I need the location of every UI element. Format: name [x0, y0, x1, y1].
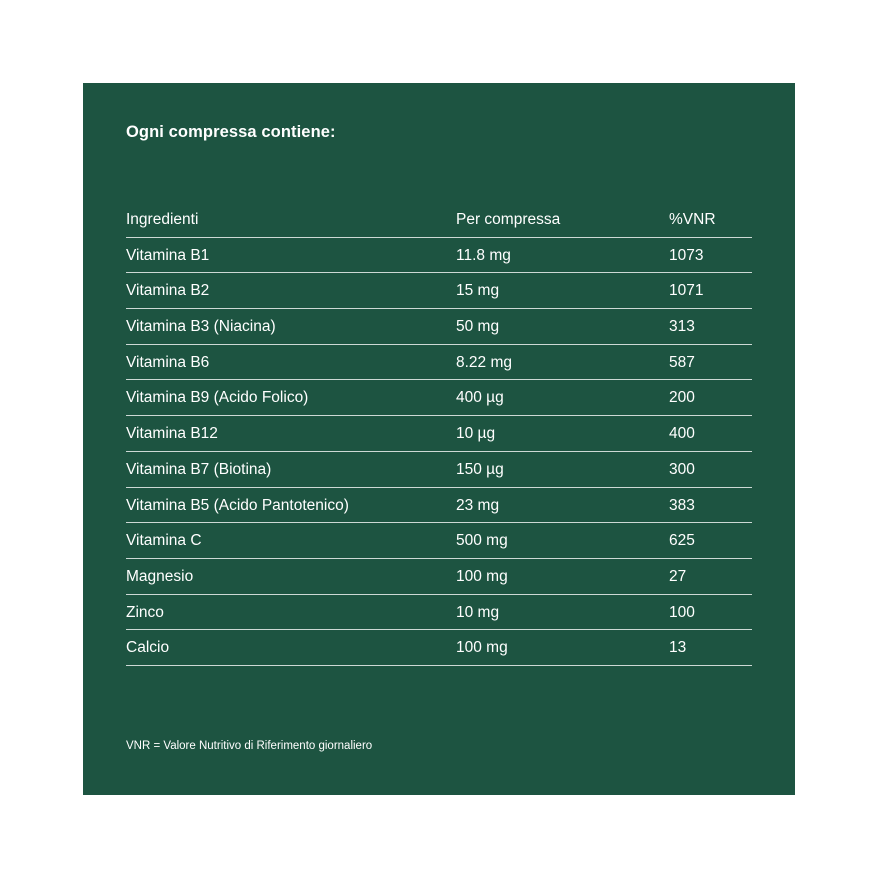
ingredient-name: Vitamina B2	[126, 282, 210, 300]
nutrition-panel	[83, 83, 795, 795]
header-per-compressa: Per compressa	[456, 211, 561, 228]
ingredient-name: Vitamina B7 (Biotina)	[126, 460, 272, 478]
ingredient-name: Vitamina B6	[126, 353, 210, 371]
vnr-percent: 587	[669, 353, 695, 371]
amount-per-tablet: 8.22 mg	[456, 353, 513, 371]
table-row	[126, 416, 752, 452]
amount-per-tablet: 100 mg	[456, 639, 508, 657]
table-row	[126, 523, 752, 559]
ingredient-name: Vitamina B1	[126, 246, 210, 264]
header-ingredienti: Ingredienti	[126, 211, 199, 228]
table-row	[126, 273, 752, 309]
ingredient-name: Vitamina B5 (Acido Pantotenico)	[126, 496, 349, 514]
vnr-footnote: VNR = Valore Nutritivo di Riferimento giornaliero	[126, 740, 373, 752]
amount-per-tablet: 100 mg	[456, 567, 508, 585]
ingredient-name: Vitamina B12	[126, 425, 218, 443]
vnr-percent: 27	[669, 567, 687, 585]
ingredient-name: Zinco	[126, 603, 164, 621]
table-row	[126, 595, 752, 631]
vnr-percent: 300	[669, 460, 695, 478]
table-row	[126, 238, 752, 274]
table-row	[126, 452, 752, 488]
amount-per-tablet: 10 µg	[456, 425, 496, 443]
amount-per-tablet: 50 mg	[456, 318, 500, 336]
vnr-percent: 625	[669, 532, 695, 550]
table-row	[126, 380, 752, 416]
ingredient-name: Vitamina B9 (Acido Folico)	[126, 389, 309, 407]
vnr-percent: 383	[669, 496, 695, 514]
vnr-percent: 1073	[669, 246, 704, 264]
panel-title: Ogni compressa contiene:	[126, 123, 336, 141]
table-row	[126, 345, 752, 381]
ingredient-name: Vitamina C	[126, 532, 202, 550]
amount-per-tablet: 400 µg	[456, 389, 504, 407]
amount-per-tablet: 11.8 mg	[456, 246, 511, 264]
table-header-row	[126, 202, 752, 238]
amount-per-tablet: 15 mg	[456, 282, 500, 300]
amount-per-tablet: 10 mg	[456, 603, 500, 621]
vnr-percent: 100	[669, 603, 695, 621]
vnr-percent: 13	[669, 639, 687, 657]
vnr-percent: 400	[669, 425, 695, 443]
vnr-percent: 313	[669, 318, 695, 336]
amount-per-tablet: 150 µg	[456, 460, 504, 478]
amount-per-tablet: 23 mg	[456, 496, 500, 514]
table-row	[126, 488, 752, 524]
vnr-percent: 200	[669, 389, 695, 407]
table-row	[126, 559, 752, 595]
header-vnr: %VNR	[669, 211, 716, 228]
vnr-percent: 1071	[669, 282, 704, 300]
ingredient-name: Magnesio	[126, 567, 194, 585]
table-row	[126, 630, 752, 666]
table-row	[126, 309, 752, 345]
ingredient-name: Vitamina B3 (Niacina)	[126, 318, 276, 336]
nutrition-table	[126, 202, 752, 666]
ingredient-name: Calcio	[126, 639, 170, 657]
amount-per-tablet: 500 mg	[456, 532, 508, 550]
